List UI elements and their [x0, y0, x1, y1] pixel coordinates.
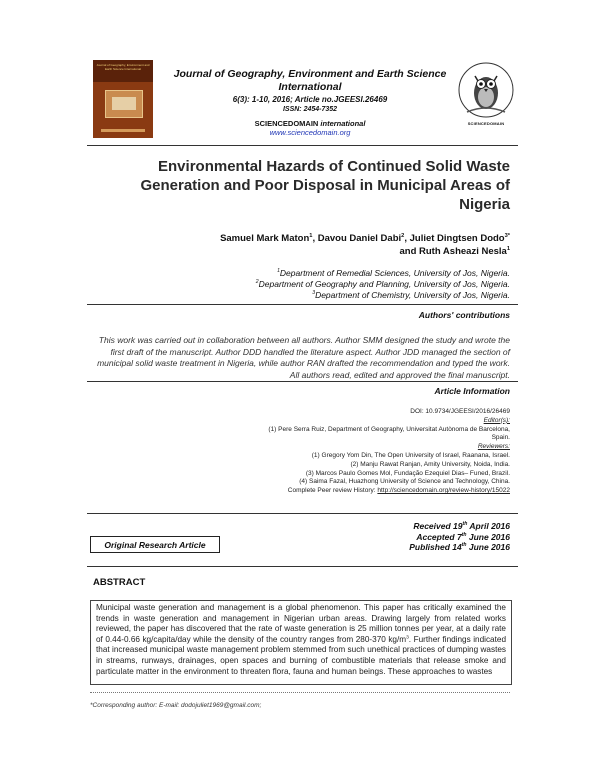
article-type-box: Original Research Article	[90, 536, 220, 553]
doi: DOI: 10.9734/JGEESI/2016/26469	[410, 408, 510, 415]
abstract-box	[90, 600, 512, 685]
journal-cover-thumbnail	[93, 60, 153, 138]
accepted-date: Accepted 7th June 2016	[416, 531, 510, 542]
author: Davou Daniel Dabi$^2$	[317, 232, 405, 244]
reviewers-label: Reviewers:	[477, 443, 510, 451]
journal-header	[160, 68, 460, 137]
affiliations	[90, 268, 510, 301]
published-date: Published 14th June 2016	[409, 542, 510, 552]
section-divider	[87, 304, 518, 305]
section-divider	[87, 566, 518, 567]
author-list: Samuel Mark Maton$^1$, Davou Daniel Dabi$^2$, Juliet Dingtsen Dodo$^{3*}$ and Ruth Asheazi Nesla$^1$	[220, 232, 510, 257]
editor-entry: (1) Pere Serra Ruiz, Department of Geography, Universitat Autònoma de Barcelona,	[268, 425, 510, 433]
abstract-heading: ABSTRACT	[93, 577, 146, 588]
section-divider	[87, 381, 518, 382]
affiliation: $^3$Department of Chemistry, University of Jos, Nigeria.	[312, 290, 510, 300]
article-info-heading: Article Information	[434, 386, 510, 396]
header-divider	[87, 145, 518, 146]
paper-title: Environmental Hazards of Continued Solid Waste Generation and Poor Disposal in Municipal Areas of Nigeria	[140, 158, 510, 213]
footnote-divider	[90, 692, 510, 693]
cover-title: Journal of Geography, Environment and Earth Science International	[96, 63, 150, 71]
article-info	[130, 408, 510, 496]
contributions-heading: Authors' contributions	[418, 310, 510, 320]
editors-label: Editor(s):	[483, 416, 510, 424]
reviewer-entry: (2) Manju Rawat Ranjan, Amity University, Noida, India.	[350, 460, 510, 468]
publisher-url[interactable]: www.sciencedomain.org	[269, 128, 351, 137]
review-history-link[interactable]: http://sciencedomain.org/review-history/15022	[377, 487, 510, 495]
affiliation: $^2$Department of Geography and Planning, University of Jos, Nigeria.	[255, 279, 510, 289]
journal-reference: 6(3): 1-10, 2016; Article no.JGEESI.26469	[232, 95, 388, 104]
corresponding-author-footnote: *Corresponding author: E-mail: dodojuliet1969@gmail.com;	[90, 702, 262, 709]
owl-logo-icon	[457, 60, 515, 120]
publisher: SCIENCEDOMAIN international	[254, 119, 366, 128]
section-divider	[87, 513, 518, 514]
received-date: Received 19th April 2016	[413, 521, 510, 531]
affiliation: $^1$Department of Remedial Sciences, University of Jos, Nigeria.	[277, 268, 510, 278]
abstract-text: Municipal waste generation and management is a global phenomenon. This paper has critically examined the trends in waste generation and management in Nigerian urban areas. Drawing largely from related works reviewed, the paper has discovered that the rate of waste generation is 25 million tonnes per year, at a daily rate of 0.44-0.66 kg/capita/day while the density of the country ranges from 280-370 $kg/m^3$. Further findings indicated that increased municipal waste management problem stemmed from such unethical practices of dumping wastes in streams, runways, drainages, open spaces and burning of combustible materials that release smoke and particulate matter in the environment to threaten flora, fauna and human beings. These approaches to wastes	[96, 603, 506, 676]
reviewer-entry: (4) Saima Fazal, Huazhong University of Science and Technology, China.	[299, 478, 510, 486]
issn: ISSN: 2454-7352	[282, 106, 338, 113]
author: Juliet Dingtsen Dodo$^{3*}$	[409, 232, 510, 244]
contributions-text: This work was carried out in collaboration between all authors. Author SMM designed the study and wrote the first draft of the manuscript. Author DDD handled the literature aspect. Author JDD managed the section of municipal solid waste treatment in Nigeria, while author RAN drafted the recommendation and typed the work. All authors read, edited and approved the final manuscript.	[97, 335, 510, 380]
author: Ruth Asheazi Nesla$^1$	[419, 245, 510, 257]
reviewer-entry: (1) Gregory Yom Din, The Open University of Israel, Raanana, Israel.	[311, 451, 510, 459]
editor-entry-cont: Spain.	[491, 434, 510, 442]
publication-dates	[409, 521, 510, 553]
reviewer-entry: (3) Marcos Paulo Gomes Mol, Fundação Ezequiel Dias– Funed, Brazil.	[305, 469, 510, 477]
journal-name: Journal of Geography, Environment and Earth Science International	[173, 68, 447, 93]
author: Samuel Mark Maton$^1$	[220, 232, 313, 244]
review-history: Complete Peer review History: http://sciencedomain.org/review-history/15022	[287, 487, 510, 495]
publisher-logo	[457, 60, 515, 128]
logo-caption: SCIENCEDOMAIN	[467, 121, 505, 126]
